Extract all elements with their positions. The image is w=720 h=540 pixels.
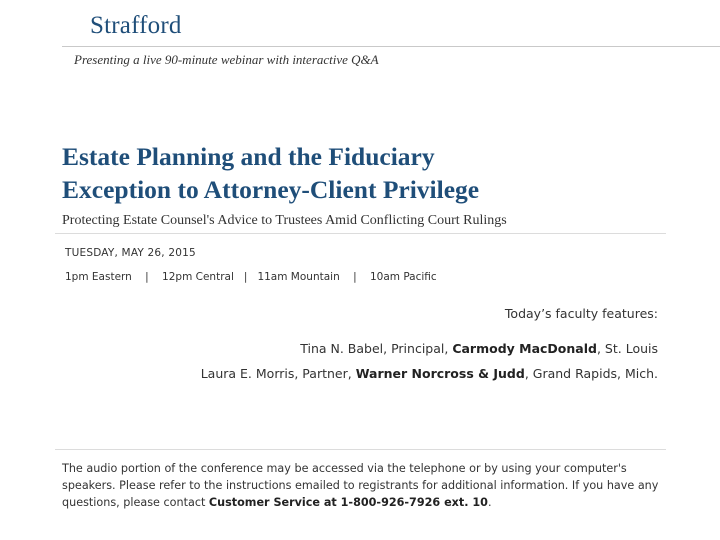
webinar-title [62,140,682,206]
faculty-heading: Today’s faculty features: [504,306,658,321]
faculty-name-role: Laura E. Morris, Partner, [200,366,356,381]
webinar-times: 1pm Eastern | 12pm Central | 11am Mountain | 10am Pacific [65,271,437,283]
footer-divider [55,449,666,450]
webinar-tagline: Presenting a live 90-minute webinar with interactive Q&A [74,52,379,67]
faculty-location: , Grand Rapids, Mich. [524,366,658,381]
faculty-member [300,341,658,356]
title-line-2: Exception to Attorney-Client Privilege [62,175,480,204]
strafford-logo: Strafford [90,12,182,39]
audio-end: . [487,496,492,509]
webinar-subtitle: Protecting Estate Counsel's Advice to Trustees Amid Conflicting Court Rulings [62,213,507,228]
audio-instructions [62,460,662,511]
header-divider [62,46,720,47]
faculty-firm: Warner Norcross & Judd [355,366,525,381]
audio-text: The audio portion of the conference may be accessed via the telephone or by using your computer's speakers. Please refer to the instructions emailed to registrants for additional information. If you have any questions, please contact [62,462,659,509]
faculty-location: , St. Louis [596,341,658,356]
section-divider [55,233,666,234]
customer-service-contact: Customer Service at 1-800-926-7926 ext. 10 [208,496,488,509]
faculty-member [201,366,658,381]
title-line-1: Estate Planning and the Fiduciary [62,142,435,171]
faculty-name-role: Tina N. Babel, Principal, [300,341,453,356]
webinar-date: TUESDAY, MAY 26, 2015 [65,247,196,259]
faculty-firm: Carmody MacDonald [452,341,597,356]
